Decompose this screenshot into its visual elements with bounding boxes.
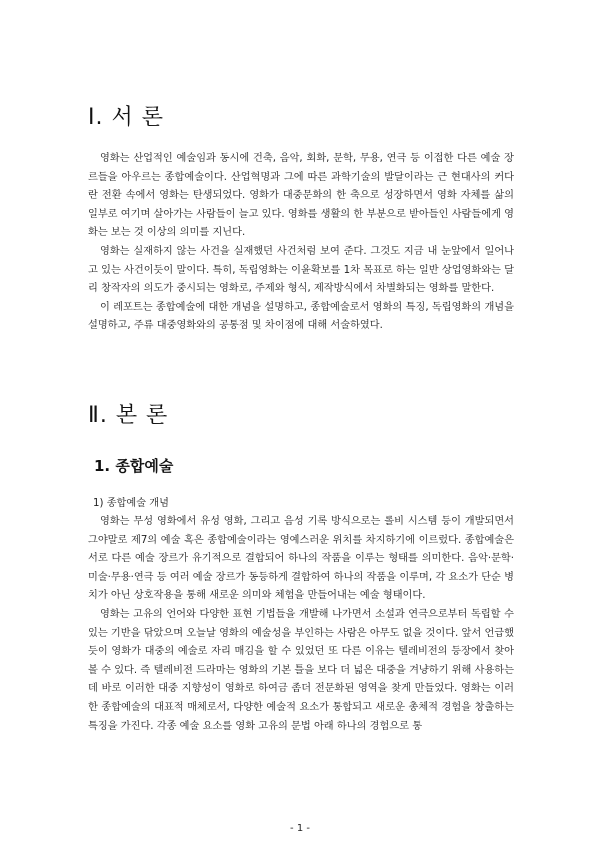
paragraph: 이 레포트는 종합예술에 대한 개념을 설명하고, 종합예술로서 영화의 특징, 독립영화의 개념을 설명하고, 주류 대중영화와의 공통점 및 차이점에 대해 서술하였다. [88,301,514,332]
paragraph: 영화는 산업적인 예술임과 동시에 건축, 음악, 회화, 문학, 무용, 연극 등 이접한 다른 예술 장르들을 아우르는 종합예술이다. 산업혁명과 그에 따른 과학기술의 발달이라는 근 현대사의 커다란 전환 속에서 영화는 탄생되었다. 영화가 대중문화의 한 축으로 성장하면서 영화 자체를 삶의 일부로 여기며 살아가는 사람들이 늘고 있다. 영화를 생활의 한 부분으로 받아들인 사람들에게 영화는 보는 것 이상의 의미를 지닌다. [88,153,514,239]
page-number: - 1 - [290,823,310,834]
section-heading-main: Ⅱ. 본 론 [88,403,169,428]
subsection-heading: 1. 종합예술 [94,457,174,475]
paragraph: 영화는 실재하지 않는 사건을 실재했던 사건처럼 보여 준다. 그것도 지금 내 눈앞에서 일어나고 있는 사건이듯이 말이다. 특히, 독립영화는 이윤확보를 1차 목표로 하는 일반 상업영화와는 달리 창작자의 의도가 중시되는 영화로, 주제와 형식, 제작방식에서 차별화되는 영화를 말한다. [88,245,514,295]
section-heading-introduction: Ⅰ. 서 론 [88,105,164,130]
main-body [88,513,514,736]
subsubsection-heading: 1) 종합예술 개념 [93,498,169,509]
introduction-body [88,150,514,336]
paragraph: 영화는 고유의 언어와 다양한 표현 기법들을 개발해 나가면서 소설과 연극으로부터 독립할 수 있는 기반을 닦았으며 오늘날 영화의 예술성을 부인하는 사람은 아무도 없을 것이다. 앞서 언급했듯이 영화가 대중의 예술로 자리 매김을 할 수 있었던 또 다른 이유는 텔레비전의 등장에서 찾아볼 수 있다. 즉 텔레비전 드라마는 영화의 기본 틀을 보다 더 넓은 대중을 겨냥하기 위해 사용하는데 바로 이러한 대중 지향성이 영화로 하여금 좀더 전문화된 영역을 찾게 만들었다. 영화는 이러한 종합예술의 대표적 매체로서, 다양한 예술적 요소가 통합되고 새로운 총체적 경험을 창출하는 특징을 가진다. 각종 예술 요소를 영화 고유의 문법 아래 하나의 경험으로 통 [88,608,514,732]
paragraph: 영화는 무성 영화에서 유성 영화, 그리고 음성 기록 방식으로는 롤비 시스템 등이 개발되면서 그야말로 제7의 예술 혹은 종합예술이라는 영예스러운 위치를 차지하기에 이르렀다. 종합예술은 서로 다른 예술 장르가 유기적으로 결합되어 하나의 작품을 이루는 형태를 의미한다. 음악·문학·미술·무용·연극 등 여러 예술 장르가 동등하게 결합하여 하나의 작품을 이루며, 각 요소가 단순 병치가 아닌 상호작용을 통해 새로운 의미와 체험을 만들어내는 예술 형태이다. [88,516,514,602]
